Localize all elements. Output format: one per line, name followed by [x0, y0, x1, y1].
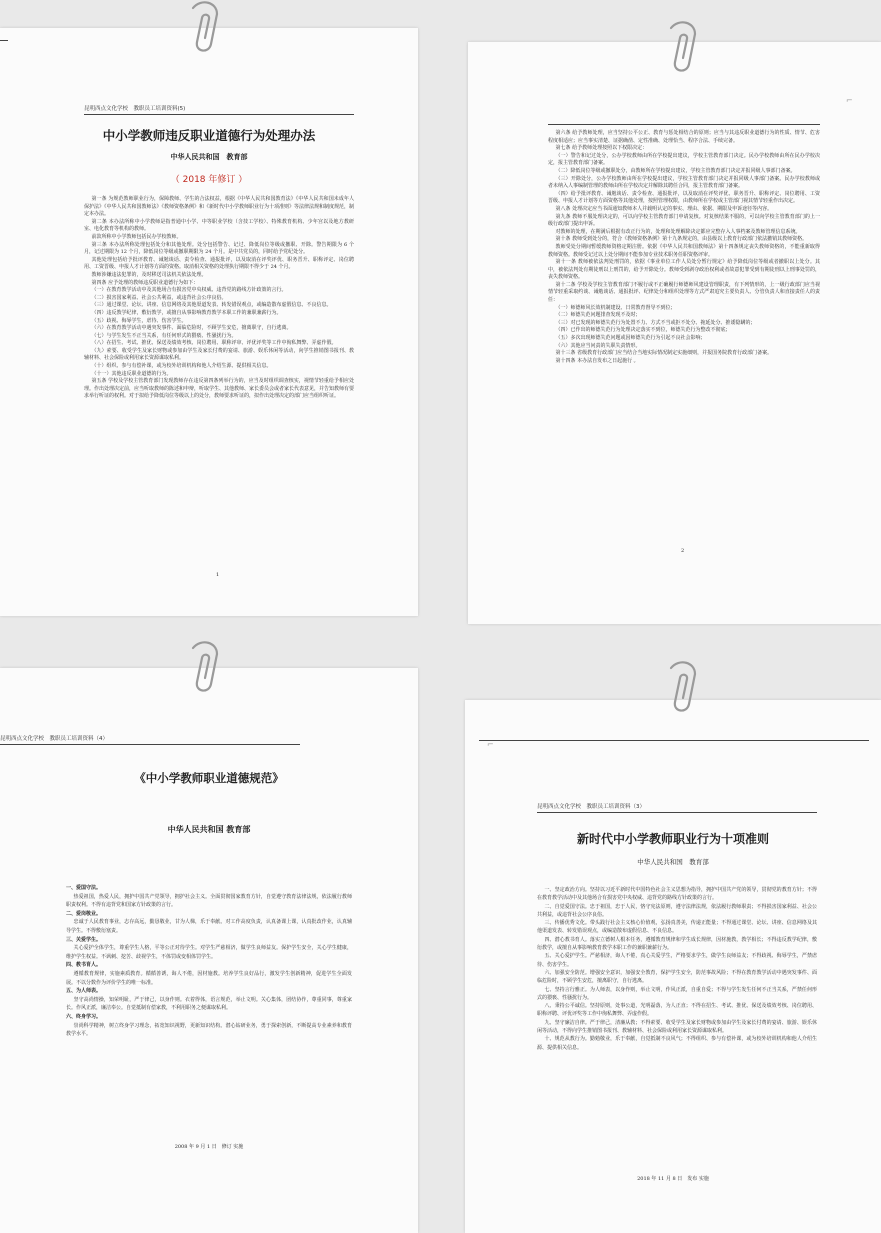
paragraph: 第十一条 教师被依法判处刑罚的，依据《事业单位工作人员处分暂行规定》给予降低岗位等级或者撤职以上处分。其中，被依法判处有期徒刑以上刑罚的，给予开除处分。教师受到剥夺政治权利或者故意犯罪受到有期徒刑以上刑事处罚的，丧失教师资格。: [548, 259, 820, 281]
paper-clip-icon: [661, 660, 705, 720]
document-issuer: 中华人民共和国 教育部: [170, 152, 248, 161]
paragraph: 第三条 本办法所称处理包括处分和其他处理。处分包括警告、记过、降低岗位等级或撤职、开除。警告期限为 6 个月，记过期限为 12 个月，降低岗位等级或撤职期限为 24 个月。是中共党员的，同时给予党纪处分。: [84, 241, 354, 256]
paper-clip-icon: [661, 20, 705, 80]
paragraph: （一）师德师风长效机制建设、日常教育督导不到位；: [555, 304, 676, 311]
paragraph: 坚守高尚情操，知荣明耻，严于律己，以身作则。衣着得体，语言规范，举止文明。关心集体，团结协作，尊重同事，尊重家长。作风正派，廉洁奉公。自觉抵制有偿家教，不利用职务之便谋取私利。: [66, 996, 352, 1012]
document-title: 中小学教师违反职业道德行为处理办法: [102, 128, 316, 143]
document-page-ethics-code: [0, 668, 418, 1233]
scan-mark: ⌐: [487, 740, 494, 749]
paragraph: 第四条 应予处理的教师违反职业道德行为如下：: [91, 279, 199, 286]
paragraph: 七、坚持言行雅正。为人师表，以身作则，举止文明，作风正派，自重自爱；不得与学生发生任何不正当关系，严禁任何形式的猥亵、性骚扰行为。: [537, 986, 817, 1001]
paragraph: （三）通过课堂、论坛、讲座、信息网络及其他渠道发表、转发错误观点，或编造散布虚假信息、不良信息。: [91, 302, 332, 309]
paragraph: （一）警告和记过处分，公办学校教师由所在学校提出建议，学校主管教育部门决定。民办学校教师由所在民办学校决定，报主管教育部门备案。: [548, 152, 820, 167]
header-rule: [548, 124, 820, 125]
document-footer-date: 2008 年 9 月 1 日 修订 实施: [174, 1144, 244, 1150]
document-issuer: 中华人民共和国 教育部: [637, 858, 709, 866]
document-issuer: 中华人民共和国 教育部: [167, 824, 251, 834]
paragraph: 教师涉嫌违法犯罪的，及时移送司法机关依法处理。: [91, 271, 207, 278]
paragraph: 第十二条 学校及学校主管教育部门不履行或不正确履行师德师风建设管理职责，有下列情形的，上一级行政部门应当视情节轻重采取约谈、诫勉谈话、通报批评、纪律处分和组织处理等方式严肃追究主要负责人、分管负责人和直接责任人的责任：: [548, 281, 820, 304]
paragraph: （六）其他应当问责的失职失责情形。: [555, 342, 641, 349]
document-body: [66, 884, 352, 1039]
document-footer-date: 2018 年 11 月 8 日 发布 实施: [637, 1176, 709, 1182]
paragraph: 崇尚科学精神，树立终身学习理念，拓宽知识视野，更新知识结构。潜心钻研业务，勇于探索创新，不断提高专业素养和教育教学水平。: [66, 1022, 352, 1038]
page-number: 1: [216, 572, 220, 578]
paragraph: （一）在教育教学活动中及其他场合有损害党中央权威、违背党的路线方针政策的言行。: [91, 287, 287, 294]
paragraph: （三）开除处分，公办学校教师由所在学校提出建议，学校主管教育部门决定并报同级人事部门备案。民办学校教师或者未纳入人事编制管理的教师由所在学校决定并解除其聘任合同，报主管教育部门备案。: [548, 175, 820, 190]
page-edge-mark: [0, 40, 8, 41]
paragraph: 关心爱护全体学生，尊重学生人格，平等公正对待学生。对学生严慈相济，做学生良师益友。保护学生安全，关心学生健康，维护学生权益。不讽刺、挖苦、歧视学生，不体罚或变相体罚学生。: [66, 945, 352, 960]
paragraph: （二）降低岗位等级或撤职处分，由教师所在学校提出建议，学校主管教育部门决定并报同级人事部门备案。: [555, 167, 796, 174]
document-title: 新时代中小学教师职业行为十项准则: [576, 832, 769, 846]
paragraph: 第十四条 本办法自发布之日起施行 。: [555, 357, 639, 364]
paragraph: （四）违反教学纪律，敷衍教学，或擅自从事影响教育教学本职工作的兼职兼薪行为。: [91, 309, 282, 316]
paragraph: 第七条 给予教师处理按照以下权限决定：: [555, 145, 648, 152]
paragraph: （五）多次出现师德失范问题或因师德失范行为引起不良社会影响；: [555, 335, 706, 342]
paragraph: 三、关爱学生。: [66, 936, 102, 943]
paragraph: 五、为人师表。: [66, 988, 102, 995]
paragraph: 其他处理包括给予批评教育、诫勉谈话、责令检查、通报批评，以及取消在评奖评优、职务晋升、职称评定、岗位聘用、工资晋级、申报人才计划等方面的资格。取消相关资格的处理执行期限不得少于 24 个月。: [84, 256, 354, 271]
paragraph: 第一条 为规范教师职业行为，保障教师、学生的合法权益，根据《中华人民共和国教育法》《中华人民共和国未成年人保护法》《中华人民共和国教师法》《教师资格条例》和《新时代中小学教师职业行为十项准则》等法律法规和制度规范，制定本办法。: [84, 196, 355, 218]
paragraph: （八）在招生、考试、推优、保送及绩效考核、岗位聘用、职称评审、评优评奖等工作中徇私舞弊、弄虚作假。: [91, 340, 337, 347]
paragraph: （九）索要、收受学生及家长财物或参加由学生及家长付费的宴请、旅游、娱乐休闲等活动，向学生推销图书报刊、教辅材料、社会保险或利用家长资源谋取私利。: [84, 347, 354, 362]
header-rule: [537, 812, 817, 813]
page-number: 2: [681, 548, 685, 554]
page-header: 昆明西点文化学校 教职员工培训资料（3）: [537, 804, 646, 810]
paragraph: 四、潜心教书育人。落实立德树人根本任务，遵循教育规律和学生成长规律，因材施教，教学相长；不得违反教学纪律，敷衍教学，或擅自从事影响教育教学本职工作的兼职兼薪行为。: [537, 936, 817, 952]
paragraph: 六、加强安全防范。增强安全意识，加强安全教育，保护学生安全，防范事故风险；不得在教育教学活动中遇突发事件、面临危险时，不顾学生安危，擅离职守，自行逃离。: [537, 969, 817, 985]
paragraph: 第五条 学校及学校主管教育部门发现教师存在违反第四条列举行为的，应当及时组织调查核实，视情节轻重给予相应处理。作出处理决定前，应当听取教师的陈述和申辩，听取学生、其他教师、家长委员会或者家长代表意见，并告知教师有要求举行听证的权利。对于拟给予降低岗位等级以上的处分，教师要求听证的，拟作出处理决定的部门应当组织听证。: [84, 378, 355, 400]
paragraph: （十一）其他违反职业道德的行为。: [91, 370, 172, 377]
paragraph: （三）对已发现的师德失范行为处置不力、方式不当或拒不处分、拖延处分、推诿隐瞒的；: [555, 319, 756, 326]
paragraph: 五、关心爱护学生。严慈相济，诲人不倦，真心关爱学生，严格要求学生，做学生良师益友；不得歧视、侮辱学生，严禁虐待、伤害学生。: [537, 953, 817, 968]
paragraph: 第十三条 省级教育行政部门应当结合当地实际情况制定实施细则，并报国务院教育行政部门备案。: [555, 350, 773, 357]
paper-clip-icon: [183, 640, 227, 700]
paragraph: 热爱祖国，热爱人民，拥护中国共产党领导，拥护社会主义。全面贯彻国家教育方针，自觉遵守教育法律法规，依法履行教师职责权利。不得有违背党和国家方针政策的言行。: [66, 893, 352, 909]
document-body: [537, 886, 817, 1052]
paragraph: 三、传播优秀文化。带头践行社会主义核心价值观，弘扬真善美，传递正能量；不得通过课堂、论坛、讲座、信息网络及其他渠道发表、转发错误观点，或编造散布虚假信息、不良信息。: [537, 920, 817, 935]
paper-clip-icon: [183, 0, 227, 60]
header-rule: [0, 744, 300, 745]
paragraph: （七）与学生发生不正当关系，有任何形式的猥亵、性骚扰行为。: [91, 332, 237, 339]
paragraph: （四）已作出的师德失范行为处理决定落实不到位，师德失范行为整改不彻底；: [555, 327, 731, 334]
document-title: 《中小学教师职业道德规范》: [134, 771, 284, 785]
paragraph: （四）给予批评教育、诫勉谈话、责令检查、通报批评，以及取消在评奖评优、职务晋升、职称评定、岗位聘用、工资晋级、申报人才计划等方面资格等其他处理，按照管理权限，由教师所在学校或主管部门视其情节轻重作出决定。: [548, 190, 820, 205]
paragraph: 遵循教育规律，实施素质教育。循循善诱，诲人不倦，因材施教。培养学生良好品行，激发学生创新精神，促进学生全面发展。不以分数作为评价学生的唯一标准。: [66, 970, 352, 986]
paragraph: 前款所称中小学教师包括民办学校教师。: [91, 233, 182, 240]
page-header: 昆明西点文化学校 教职员工培训资料(5): [84, 106, 186, 112]
document-page-ten-guidelines: [465, 700, 881, 1233]
paragraph: 九、坚守廉洁自律。严于律己，清廉从教；不得索要、收受学生及家长财物或参加由学生及家长付费的宴请、旅游、娱乐休闲等活动，不得向学生推销图书报刊、教辅材料、社会保险或利用家长资源谋取私利。: [537, 1019, 817, 1035]
paragraph: 二、爱岗敬业。: [66, 910, 102, 917]
header-rule: [84, 114, 354, 115]
paragraph: （六）在教育教学活动中遇突发事件、面临危险时，不顾学生安危，擅离职守，自行逃离。: [91, 325, 292, 332]
paragraph: 十、规范从教行为。勤勉敬业，乐于奉献，自觉抵制不良风气；不得组织、参与有偿补课，或为校外培训机构和他人介绍生源、提供相关信息。: [537, 1036, 817, 1051]
document-page-punishment-measures-continued: [468, 42, 881, 624]
paragraph: 八、秉持公平诚信。坚持原则，处事公道，光明磊落，为人正直；不得在招生、考试、推优、保送及绩效考核、岗位聘用、职称评聘、评优评奖等工作中徇私舞弊、弄虚作假。: [537, 1003, 817, 1018]
paragraph: 第二条 本办法所称中小学教师是指普通中小学、中等职业学校（含技工学校）、特殊教育机构、少年宫以及地方教研室、电化教育等机构的教师。: [84, 218, 354, 233]
paragraph: 第八条 处理决定应当书面通知教师本人并载明认定的事实、理由、依据、期限及申诉途径等内容。: [555, 205, 773, 212]
document-body: [84, 196, 354, 401]
document-page-punishment-measures: [0, 28, 418, 616]
page-header: 昆明西点文化学校 教职员工培训资料（4）: [0, 736, 109, 742]
paragraph: 一、坚定政治方向。坚持以习近平新时代中国特色社会主义思想为指导，拥护中国共产党的领导，贯彻党的教育方针；不得在教育教学活动中及其他场合有损害党中央权威、违背党的路线方针政策的言行。: [537, 887, 817, 902]
paragraph: 二、自觉爱国守法。忠于祖国，忠于人民，恪守宪法原则，遵守法律法规，依法履行教师职责；不得损害国家利益、社会公共利益，或违背社会公序良俗。: [537, 903, 817, 918]
top-rule: [479, 740, 869, 741]
paragraph: 四、教书育人。: [66, 962, 102, 969]
paragraph: 对教师的处理，在期满后根据有改正行为的，处理和处理解除决定都应完整存入人事档案及教师管理信息系统。: [555, 228, 801, 235]
paragraph: 第十条 教师受到处分的，符合《教师资格条例》第十九条规定的，由县级以上教育行政部门依法撤销其教师资格。: [555, 236, 808, 243]
scan-mark: ⌐: [846, 96, 853, 105]
paragraph: 教师受处分期间暂缓教师资格定期注册。依据《中华人民共和国教师法》第十四条规定丧失教师资格的，不能重新取得教师资格。教师受记过以上处分期间不能参加专业技术职务任职资格评审。: [548, 243, 820, 258]
paragraph: （五）歧视、侮辱学生，虐待、伤害学生。: [91, 317, 187, 324]
document-edition: （ 2018 年修订 ）: [170, 175, 248, 185]
document-body: [548, 130, 820, 365]
paragraph: 六、终身学习。: [66, 1013, 102, 1020]
paragraph: 忠诚于人民教育事业，志存高远，勤恳敬业，甘为人梯，乐于奉献。对工作高度负责，认真备课上课，认真批改作业，认真辅导学生。不得敷衍塞责。: [66, 919, 352, 934]
paragraph: （二）损害国家利益、社会公共利益，或违背社会公序良俗。: [91, 294, 227, 301]
paragraph: （二）师德失范问题排查发现不及时；: [555, 312, 641, 319]
paragraph: 第六条 给予教师处理，应当坚持公平公正、教育与惩处相结合的原则；应当与其违反职业道德行为的性质、情节、危害程度相适应；应当事实清楚、证据确凿、定性准确、处理恰当、程序合法、手续完备。: [548, 130, 820, 144]
paragraph: （十）组织、参与有偿补课，或为校外培训机构和他人介绍生源、提供相关信息。: [91, 363, 272, 370]
paragraph: 第九条 教师不服处理决定的，可以向学校主管教育部门申请复核。对复核结果不服的，可以向学校主管教育部门的上一级行政部门提出申诉。: [548, 213, 820, 228]
paragraph: 一、爱国守法。: [66, 885, 102, 891]
